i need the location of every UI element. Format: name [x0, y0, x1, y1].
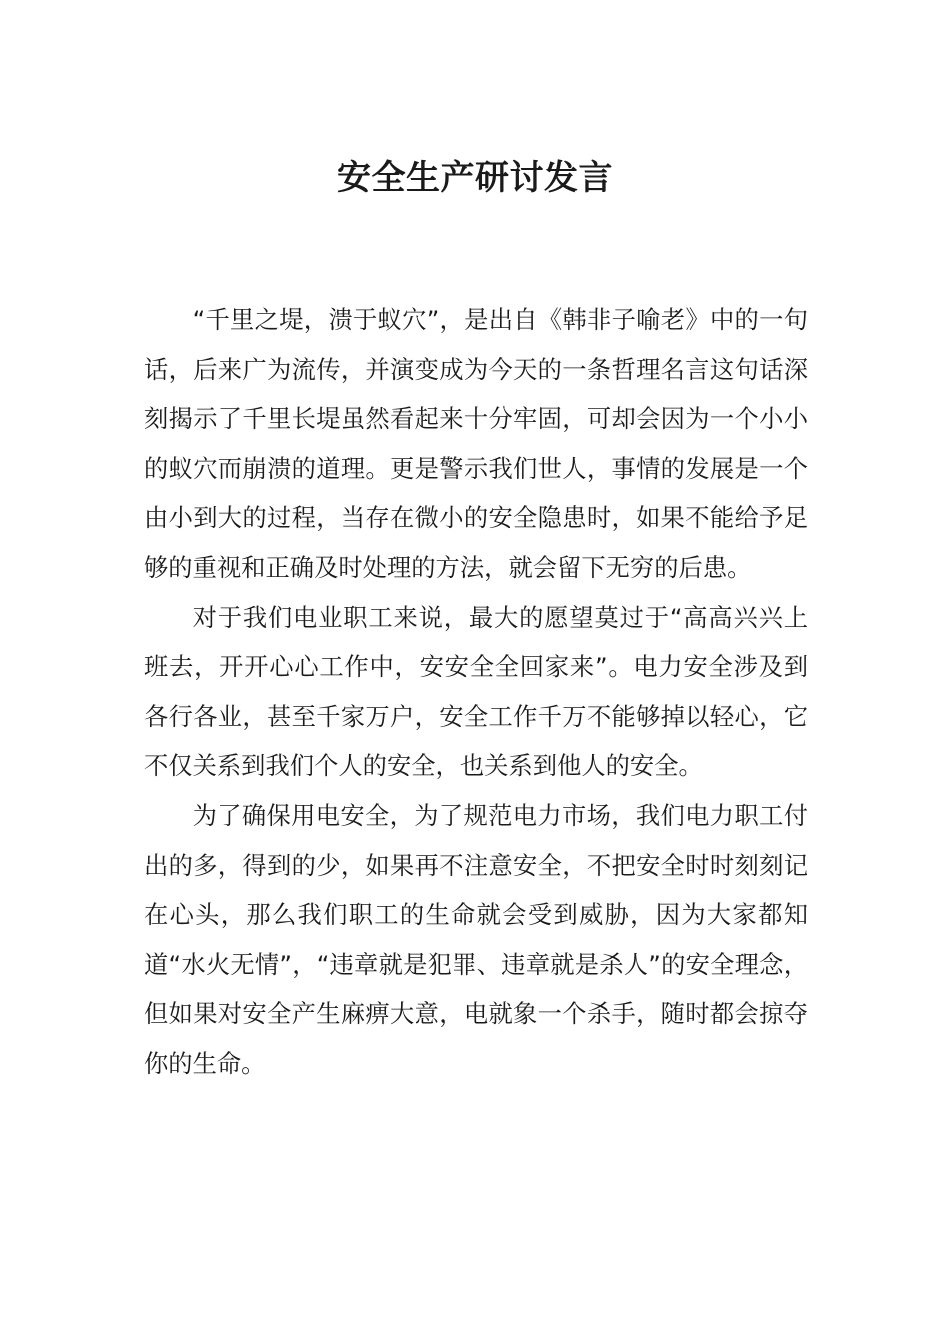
document-body [144, 295, 808, 1089]
paragraph-3: 为了确保用电安全，为了规范电力市场，我们电力职工付出的多，得到的少，如果再不注意安全，不把安全时时刻刻记在心头，那么我们职工的生命就会受到威胁，因为大家都知道“水火无情”，“违章就是犯罪、违章就是杀人”的安全理念，但如果对安全产生麻痹大意，电就象一个杀手，随时都会掠夺你的生命。 [144, 800, 808, 1078]
paragraph-2: 对于我们电业职工来说，最大的愿望莫过于“高高兴兴上班去，开开心心工作中，安安全全回家来”。电力安全涉及到各行各业，甚至千家万户，安全工作千万不能够掉以轻心，它不仅关系到我们个人的安全，也关系到他人的安全。 [144, 602, 808, 781]
document-title: 安全生产研讨发言 [337, 158, 613, 198]
paragraph-1: “千里之堤，溃于蚁穴”，是出自《韩非子喻老》中的一句话，后来广为流传，并演变成为今天的一条哲理名言这句话深刻揭示了千里长堤虽然看起来十分牢固，可却会因为一个小小的蚁穴而崩溃的道理。更是警示我们世人，事情的发展是一个由小到大的过程，当存在微小的安全隐患时，如果不能给予足够的重视和正确及时处理的方法，就会留下无穷的后患。 [144, 305, 808, 582]
